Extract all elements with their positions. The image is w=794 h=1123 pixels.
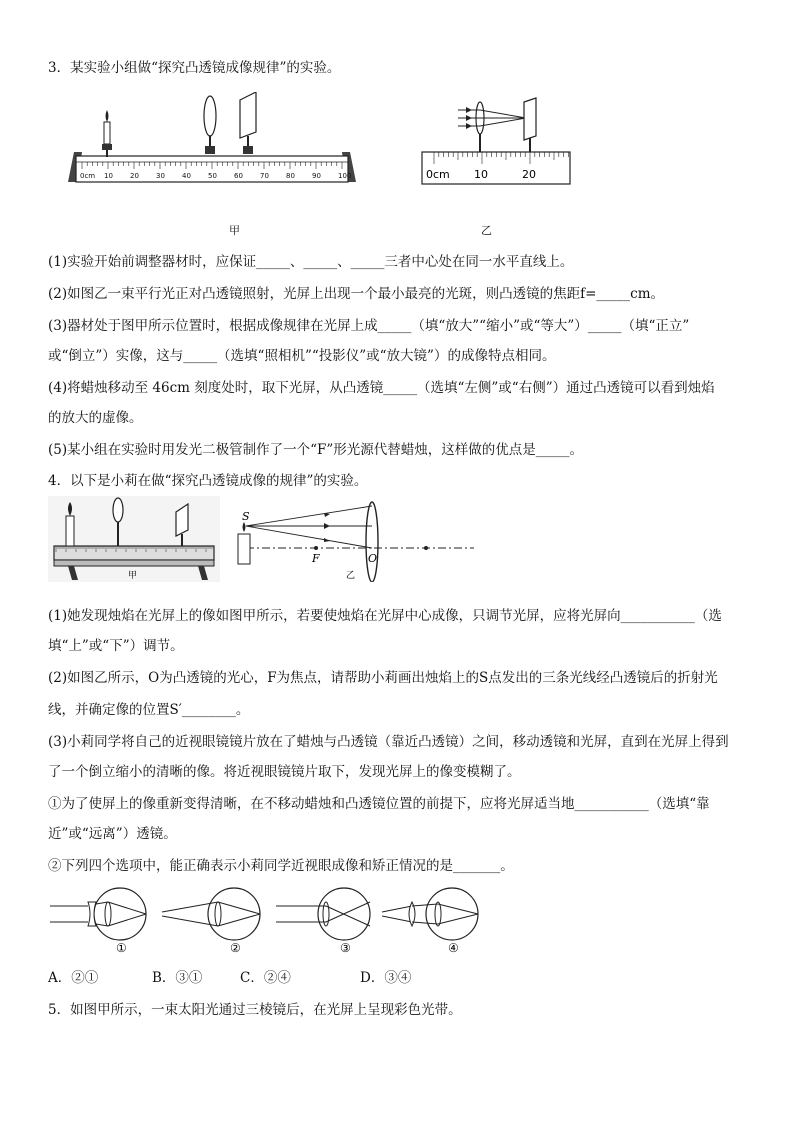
ruler1-label: 100 — [338, 172, 352, 180]
q4-part2-line2: 线，并确定像的位置S′________。 — [48, 702, 250, 718]
q3-part5: (5)某小组在实验时用发光二极管制作了一个“F”形光源代替蜡烛，这样做的优点是_____。 — [48, 442, 584, 458]
ruler1-label: 70 — [260, 172, 269, 180]
ruler1-label: 60 — [234, 172, 243, 180]
ruler2-label-0: 0cm — [426, 168, 450, 181]
q4-part1-line1: (1)她发现烛焰在光屏上的像如图甲所示，若要使烛焰在光屏中心成像，只调节光屏，应将光屏向___________（选 — [48, 608, 722, 624]
eye-diagram-4 — [382, 888, 478, 955]
q3-figure-yi — [420, 96, 572, 188]
ruler1-label: 80 — [286, 172, 295, 180]
eye-diagrams — [48, 882, 482, 958]
ruler1-label: 30 — [156, 172, 165, 180]
ruler1-label: 40 — [182, 172, 191, 180]
option-c: C．②④ — [240, 970, 291, 986]
q4-part3-line1: (3)小莉同学将自己的近视眼镜镜片放在了蜡烛与凸透镜（靠近凸透镜）之间，移动透镜和光屏，直到在光屏上得到 — [48, 734, 729, 750]
q3-part3-line1: (3)器材处于图甲所示位置时，根据成像规律在光屏上成_____（填“放大”“缩小”或“等大”）_____（填“正立” — [48, 318, 690, 334]
ruler1-label: 10 — [104, 172, 113, 180]
convex-lens-icon — [204, 96, 216, 154]
eye-diagram-2 — [162, 888, 260, 955]
eye-diagram-1 — [50, 888, 146, 955]
ruler1-label: 20 — [130, 172, 139, 180]
q3-part2: (2)如图乙一束平行光正对凸透镜照射，光屏上出现一个最小最亮的光斑，则凸透镜的焦距f=_____cm。 — [48, 286, 665, 302]
eye-label-2: ② — [230, 941, 241, 955]
q4-caption-yi: 乙 — [346, 571, 356, 581]
option-d: D．③④ — [360, 970, 412, 986]
q4-part2-line1: (2)如图乙所示，O为凸透镜的光心，F为焦点，请帮助小莉画出烛焰上的S点发出的三条光线经凸透镜后的折射光 — [48, 670, 718, 686]
ruler2-label-10: 10 — [474, 168, 488, 181]
q3-part4-line1: (4)将蜡烛移动至 46cm 刻度处时，取下光屏，从凸透镜_____（选填“左侧”或“右侧”）通过凸透镜可以看到烛焰 — [48, 380, 715, 396]
q4-figure-yi — [226, 496, 478, 582]
eye-label-3: ③ — [340, 941, 351, 955]
q4-figure-jia — [48, 496, 220, 582]
q3-title: 3．某实验小组做“探究凸透镜成像规律”的实验。 — [48, 60, 341, 76]
option-a: A．②① — [48, 970, 99, 986]
q3-caption-yi: 乙 — [481, 224, 492, 237]
ruler1-label: 90 — [312, 172, 321, 180]
q3-part3-line2: 或“倒立”）实像，这与_____（选填“照相机”“投影仪”或“放大镜”）的成像特点相同。 — [48, 348, 556, 364]
q4-sub1-line1: ①为了使屏上的像重新变得清晰，在不移动蜡烛和凸透镜位置的前提下，应将光屏适当地___________（选填“靠 — [48, 796, 710, 812]
q4-part3-line2: 了一个倒立缩小的清晰的像。将近视眼镜镜片取下，发现光屏上的像变模糊了。 — [48, 764, 521, 780]
eye-diagram-3 — [276, 888, 370, 955]
label-O: O — [368, 552, 378, 565]
screen-icon — [524, 98, 536, 140]
q3-part4-line2: 的放大的虚像。 — [48, 410, 143, 426]
label-F: F — [312, 552, 320, 565]
candle-icon — [102, 110, 112, 157]
eye-label-4: ④ — [448, 941, 459, 955]
eye-label-1: ① — [116, 941, 127, 955]
q3-figure-jia — [64, 92, 364, 192]
q3-part1: (1)实验开始前调整器材时，应保证_____、_____、_____三者中心处在同一水平直线上。 — [48, 254, 574, 270]
ruler2-label-20: 20 — [522, 168, 536, 181]
q4-sub1-line2: 近”或“远离”）透镜。 — [48, 826, 177, 842]
ruler1-label: 50 — [208, 172, 217, 180]
candle-icon — [238, 522, 250, 564]
q4-sub2: ②下列四个选项中，能正确表示小莉同学近视眼成像和矫正情况的是_______。 — [48, 858, 514, 874]
q3-caption-jia: 甲 — [229, 224, 240, 237]
option-b: B．③① — [152, 970, 203, 986]
screen-icon — [240, 92, 256, 154]
convex-lens-icon — [366, 502, 378, 582]
q4-title: 4．以下是小莉在做“探究凸透镜成像的规律”的实验。 — [48, 473, 368, 489]
ruler1-label: 0cm — [80, 172, 96, 180]
label-S: S — [242, 510, 250, 523]
q4-part1-line2: 填“上”或“下”）调节。 — [48, 638, 184, 654]
q5-title: 5．如图甲所示，一束太阳光通过三棱镜后，在光屏上呈现彩色光带。 — [48, 1002, 462, 1018]
q4-caption-jia: 甲 — [128, 571, 138, 581]
